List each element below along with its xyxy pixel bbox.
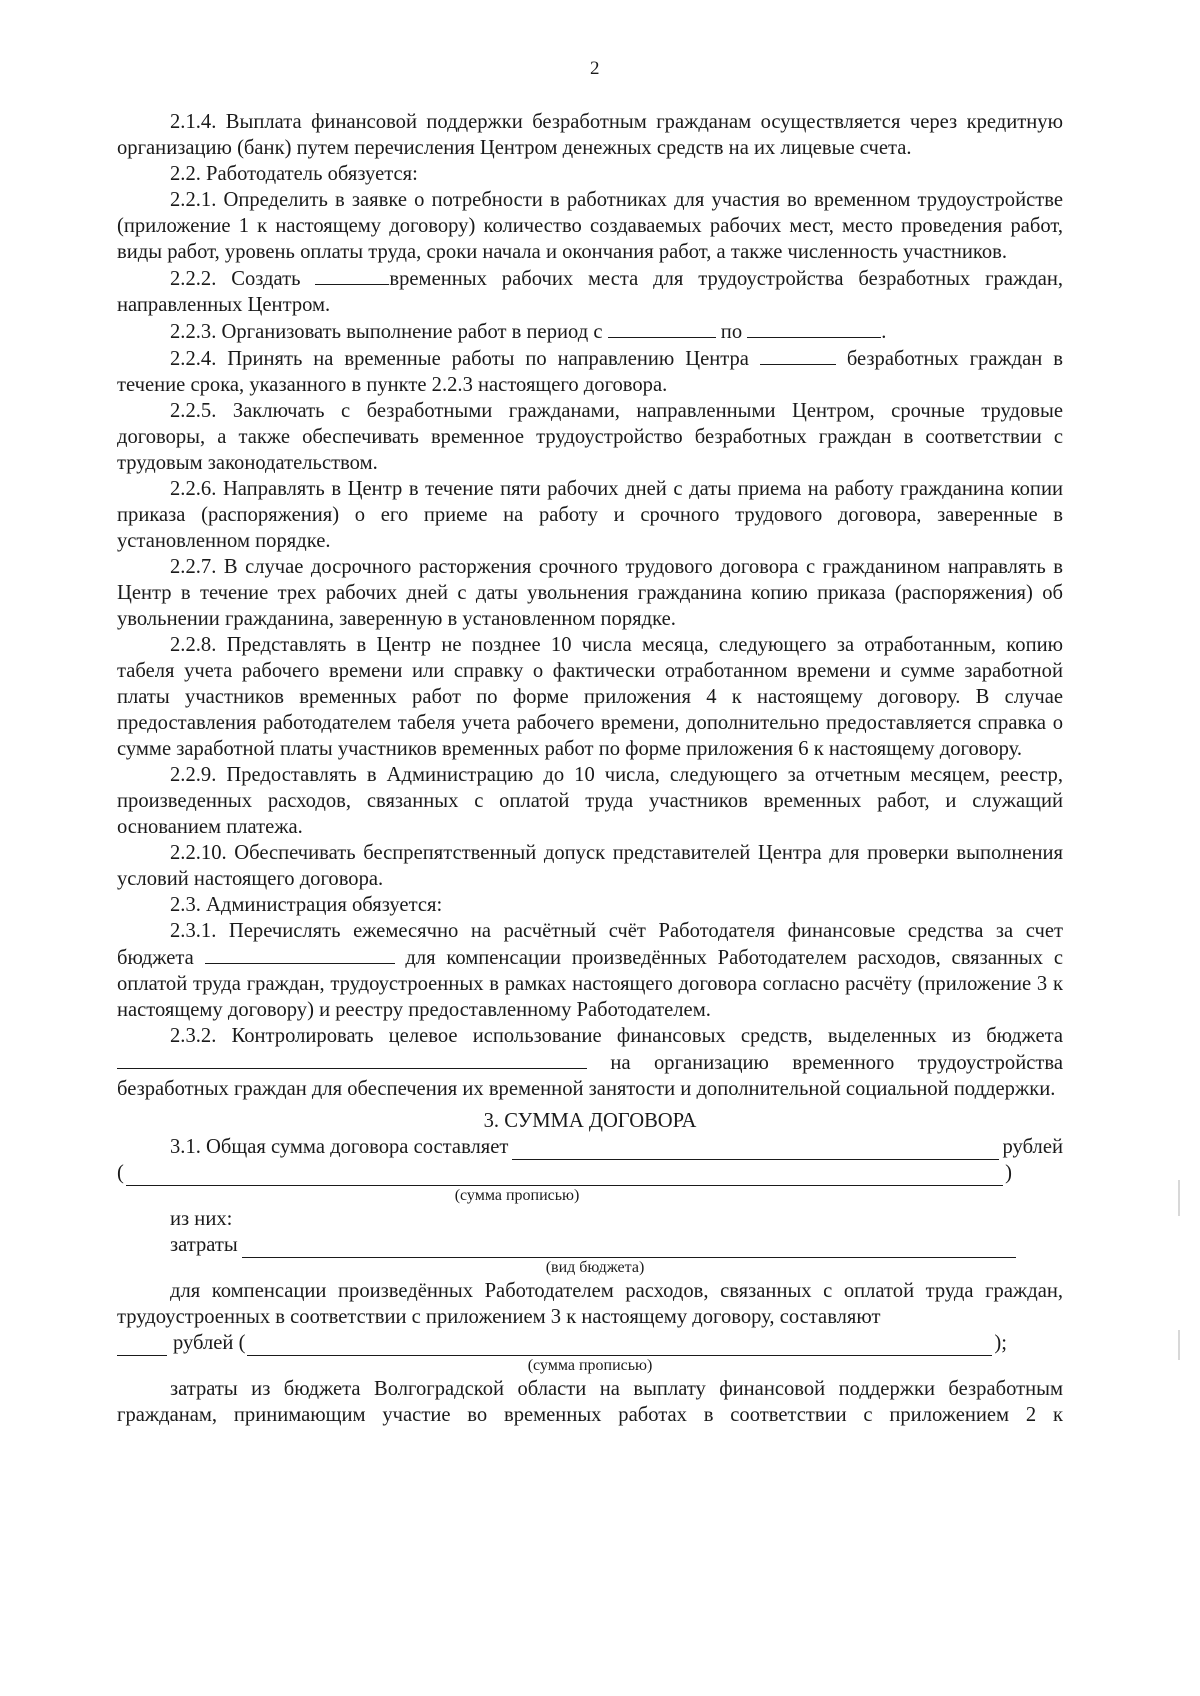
section-3-heading: 3. СУММА ДОГОВОРА <box>483 1110 697 1132</box>
close-semicolon: ); <box>994 1332 1007 1354</box>
compensation-currency: рублей ( <box>173 1332 246 1354</box>
close-paren: ) <box>1005 1162 1012 1184</box>
page-number: 2 <box>590 58 600 79</box>
period-dot: . <box>881 321 887 343</box>
paragraph-2-2-9: 2.2.9. Предоставлять в Администрацию до 10 числа, следующего за отчетным месяцем, реестр, произведенных расходов, связанных с оплатой труда участников временных работ, и служащий основанием платежа. <box>117 764 1063 838</box>
scan-artifact <box>1178 1180 1180 1216</box>
paragraph-2-2-2-start: 2.2.2. Создать <box>170 268 301 290</box>
contract-sum-row <box>117 1134 1063 1160</box>
paragraph-2-3-1-end: для компенсации произведённых Работодателем расходов, связанных с оплатой труда граждан, трудоустроенных в рамках настоящего договора согласно расчёту (приложение 3 к настоящему договору) и реестру предоставленному Работодателем. <box>117 947 1063 1021</box>
of-them-label: из них: <box>170 1208 233 1230</box>
paragraph-2-2-6: 2.2.6. Направлять в Центр в течение пяти рабочих дней с даты приема на работу гражданина копии приказа (распоряжения) о его приеме на работу и срочного трудового договора, заверенные в установленном порядке. <box>117 478 1063 552</box>
paragraph-2-3-1 <box>117 918 1063 1023</box>
caption-budget-type: (вид бюджета) <box>545 1259 645 1276</box>
compensation-paragraph: для компенсации произведённых Работодателем расходов, связанных с оплатой труда граждан, трудоустроенных в соответствии с приложением 3 к настоящему договору, составляют <box>117 1280 1063 1328</box>
budget-name-blank-2 <box>117 1049 587 1069</box>
workplaces-count-blank <box>315 265 389 285</box>
contract-sum-label: 3.1. Общая сумма договора составляет <box>170 1136 509 1158</box>
paragraph-2-3-2 <box>117 1023 1063 1102</box>
paragraph-2-3-1-start: 2.3.1. Перечислять ежемесячно на расчётный счёт Работодателя финансовые средства за счет бюджета <box>117 920 1063 969</box>
paragraph-2-2: 2.2. Работодатель обязуется: <box>170 163 418 185</box>
budget-type-blank <box>242 1238 1016 1258</box>
contract-sum-blank <box>512 1140 998 1160</box>
paragraph-2-3-2-end: на организацию временного трудоустройства безработных граждан для обеспечения их временной занятости и дополнительной социальной поддержки. <box>117 1052 1063 1100</box>
open-paren: ( <box>117 1162 124 1184</box>
paragraph-2-2-3 <box>117 318 1063 345</box>
compensation-amount-blank <box>117 1336 167 1356</box>
citizens-count-blank <box>760 345 836 365</box>
final-paragraph: затраты из бюджета Волгоградской области на выплату финансовой поддержки безработным гражданам, принимающим участие во временных работах в соответствии с приложением 2 к <box>117 1378 1063 1426</box>
document-body <box>117 109 1063 1428</box>
paragraph-2-2-2-end: временных рабочих места для трудоустройства безработных граждан, направленных Центром. <box>117 268 1064 316</box>
paragraph-2-2-4 <box>117 345 1063 398</box>
costs-row <box>117 1232 1020 1258</box>
contract-sum-words-blank <box>126 1166 1003 1186</box>
caption-amount-in-words-2: (сумма прописью) <box>527 1357 653 1374</box>
period-to-label: по <box>720 321 743 343</box>
paragraph-2-2-1: 2.2.1. Определить в заявке о потребности в работниках для участия во временном трудоустройстве (приложение 1 к настоящему договору) количество создаваемых рабочих мест, место проведения работ, виды работ, уровень оплаты труда, сроки начала и окончания работ, а также численность участников. <box>117 189 1063 263</box>
compensation-words-blank <box>247 1336 992 1356</box>
paragraph-2-2-2 <box>117 265 1063 318</box>
costs-label: затраты <box>170 1234 238 1256</box>
paragraph-2-3-2-start: 2.3.2. Контролировать целевое использование финансовых средств, выделенных из бюджета <box>170 1025 1063 1047</box>
paragraph-2-3: 2.3. Администрация обязуется: <box>170 894 443 916</box>
budget-name-blank <box>205 944 395 964</box>
caption-amount-in-words: (сумма прописью) <box>454 1187 580 1204</box>
period-start-blank <box>608 318 716 338</box>
paragraph-2-2-4-end: безработных граждан в течение срока, указанного в пункте 2.2.3 настоящего договора. <box>117 348 1063 396</box>
paragraph-2-2-3-start: 2.2.3. Организовать выполнение работ в период с <box>170 321 603 343</box>
contract-sum-words-row <box>117 1160 1012 1186</box>
paragraph-2-2-8: 2.2.8. Представлять в Центр не позднее 10 числа месяца, следующего за отработанным, копию табеля учета рабочего времени или справку о фактически отработанном времени и сумме заработной платы участников временных работ по форме приложения 4 к настоящему договору. В случае предоставления работодателем табеля учета рабочего времени, дополнительно предоставляется справка о сумме заработной платы участников временных работ по форме приложения 6 к настоящему договору. <box>117 634 1063 760</box>
contract-sum-currency: рублей <box>1002 1136 1063 1158</box>
paragraph-2-2-7: 2.2.7. В случае досрочного расторжения срочного трудового договора с гражданином направлять в Центр в течение трех рабочих дней с даты увольнения гражданина копию приказа (распоряжения) об увольнении гражданина, заверенную в установленном порядке. <box>117 556 1063 630</box>
scan-artifact <box>1178 1330 1180 1360</box>
period-end-blank <box>747 318 881 338</box>
compensation-amount-row <box>117 1330 1063 1356</box>
paragraph-2-2-4-start: 2.2.4. Принять на временные работы по направлению Центра <box>170 348 749 370</box>
paragraph-2-2-10: 2.2.10. Обеспечивать беспрепятственный допуск представителей Центра для проверки выполнения условий настоящего договора. <box>117 842 1063 890</box>
paragraph-2-1-4: 2.1.4. Выплата финансовой поддержки безработным гражданам осуществляется через кредитную организацию (банк) путем перечисления Центром денежных средств на их лицевые счета. <box>117 111 1063 159</box>
paragraph-2-2-5: 2.2.5. Заключать с безработными гражданами, направленными Центром, срочные трудовые договоры, а также обеспечивать временное трудоустройство безработных граждан в соответствии с трудовым законодательством. <box>117 400 1063 474</box>
